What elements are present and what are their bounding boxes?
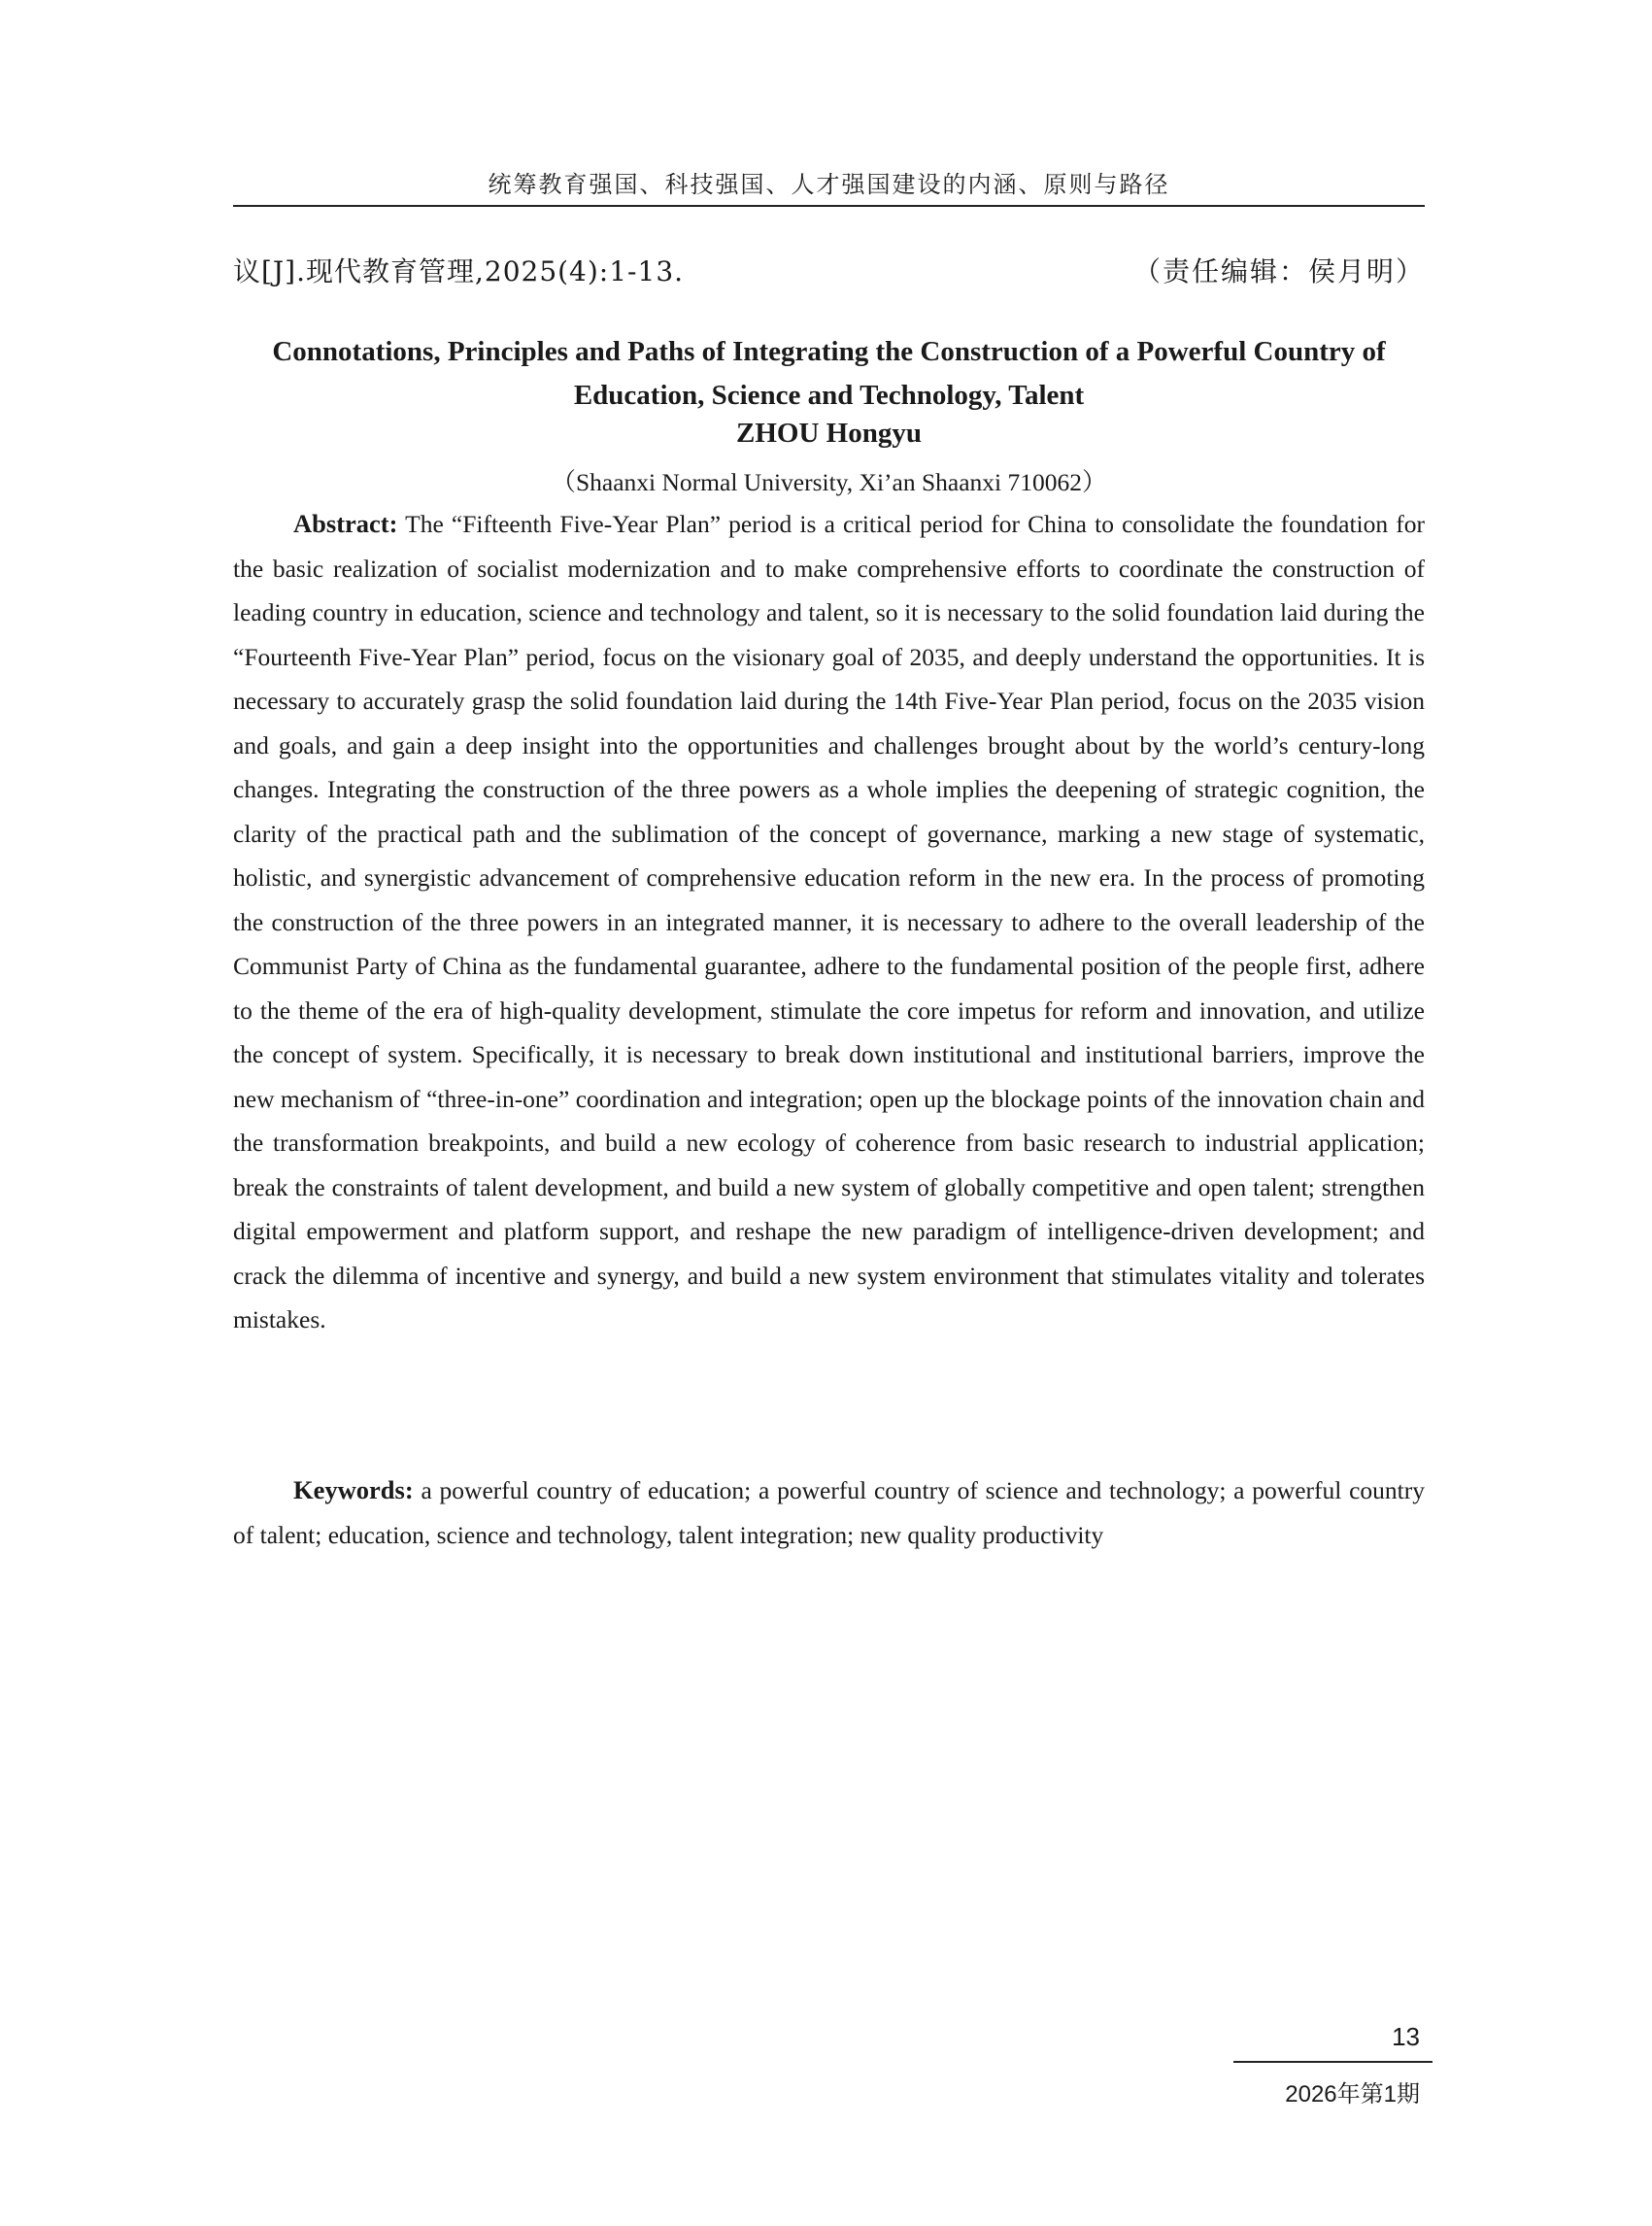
page-number: 13 <box>1392 2022 1420 2051</box>
author-affiliation: （Shaanxi Normal University, Xi’an Shaanxi 710062） <box>551 468 1107 496</box>
editor-note: （责任编辑：侯月明） <box>1132 255 1425 287</box>
author-name: ZHOU Hongyu <box>736 418 922 449</box>
header-rule <box>233 205 1425 207</box>
reference-tail: 议[J].现代教育管理,2025(4):1-13. <box>233 255 685 287</box>
reference-line <box>233 251 1425 286</box>
abstract-text: The “Fifteenth Five-Year Plan” period is a critical period for China to consolidate the foundation for the basic realization of socialist modernization and to make comprehensive efforts to coordinate the construction of leading country in education, science and technology and talent, so it is necessary to the solid foundation laid during the “Fourteenth Five-Year Plan” period, focus on the visionary goal of 2035, and deeply understand the opportunities. It is necessary to accurately grasp the solid foundation laid during the 14th Five-Year Plan period, focus on the 2035 vision and goals, and gain a deep insight into the opportunities and challenges brought about by the world’s century-long changes. Integrating the construction of the three powers as a whole implies the deepening of strategic cognition, the clarity of the practical path and the sublimation of the concept of governance, marking a new stage of systematic, holistic, and synergistic advancement of comprehensive education reform in the new era. In the process of promoting the construction of the three powers in an integrated manner, it is necessary to adhere to the overall leadership of the Communist Party of China as the fundamental guarantee, adhere to the fundamental position of the people first, adhere to the theme of the era of high-quality development, stimulate the core impetus for reform and innovation, and utilize the concept of system. Specifically, it is necessary to break down institutional and institutional barriers, improve the new mechanism of “three-in-one” coordination and integration; open up the blockage points of the innovation chain and the transformation breakpoints, and build a new ecology of coherence from basic research to industrial application; break the constraints of talent development, and build a new system of globally competitive and open talent; strengthen digital empowerment and platform support, and reshape the new paradigm of intelligence-driven development; and crack the dilemma of incentive and synergy, and build a new system environment that stimulates vitality and tolerates mistakes. <box>233 510 1426 1333</box>
abstract-paragraph <box>233 502 1425 1342</box>
running-header: 统筹教育强国、科技强国、人才强国建设的内涵、原则与路径 <box>488 171 1170 198</box>
keywords-text: a powerful country of education; a powerful country of science and technology; a powerful country of talent; education, science and technology, talent integration; new quality productivity <box>233 1476 1425 1549</box>
abstract-label: Abstract: <box>293 509 398 538</box>
keywords-paragraph <box>233 1468 1425 1557</box>
issue-label: 2026年第1期 <box>1285 2081 1420 2108</box>
article-title: Connotations, Principles and Paths of Integrating the Construction of a Powerful Country of Education, Science and Technology, Talent <box>272 336 1386 411</box>
keywords-label: Keywords: <box>293 1475 414 1504</box>
footer-rule <box>1233 2061 1433 2063</box>
